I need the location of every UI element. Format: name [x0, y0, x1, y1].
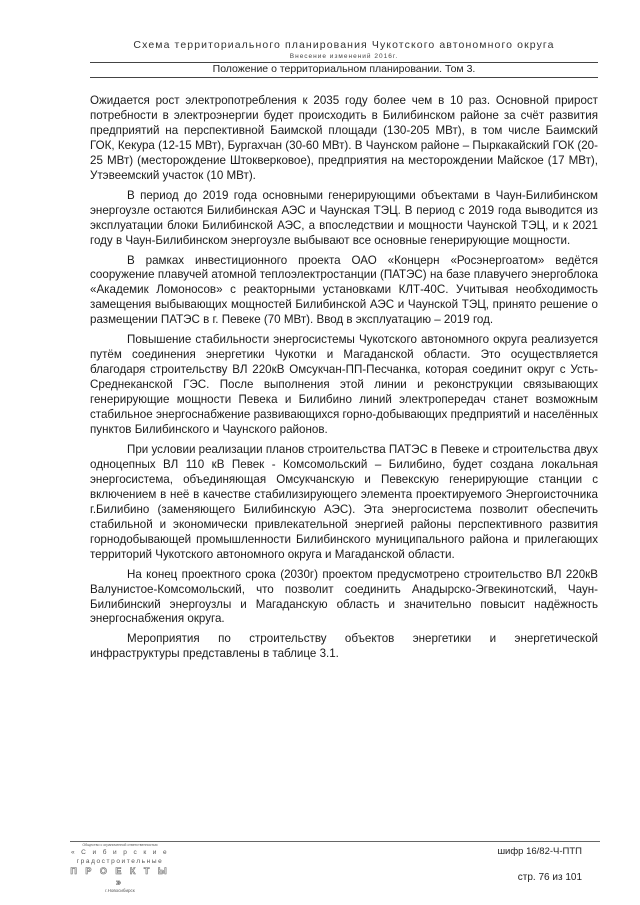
- paragraph: Повышение стабильности энергосистемы Чукотского автономного округа реализуется путём соединения энергетики Чукотки и Магаданской области. Это осуществляется благодаря строительству ВЛ 220кВ Омсукчан-ПП-Песчанка, которая соединит округ с Усть-Среднеканской ГЭС. После выполнения этой линии и реконструкции связывающих генерирующие мощности Певека и Билибино линий электропередач станет возможным стабильное энергоснабжение развивающихся горно-добывающих предприятий и населённых пунктов Билибинского и Чаунского районов.: [90, 333, 598, 437]
- paragraph: При условии реализации планов строительства ПАТЭС в Певеке и строительства двух одноцепных ВЛ 110 кВ Певек - Комсомольский – Билибино, будет создана локальная энергосистема, объединяющая Омсукчанскую и Певекскую генерирующие станции с включением в неё в качестве стабилизирующего элемента проектируемого Энергоисточника г.Билибино (заменяющего Билибинскую АЭС). Эта энергосистема позволит обеспечить стабильной и экономически привлекательной энергией районы перспективного развития горнодобывающей промышленности Билибинского муниципального района и прилегающих территорий Чукотского автономного округа и Магаданской области.: [90, 442, 598, 561]
- document-subtitle: Внесение изменений 2016г.: [289, 53, 399, 60]
- page-number: стр. 76 из 101: [517, 872, 582, 883]
- logo-org-type: Общество с ограниченной ответственностью: [82, 843, 158, 847]
- paragraph: На конец проектного срока (2030г) проектом предусмотрено строительство ВЛ 220кВ Валунистое-Комсомольский, что позволит соединить Анадырско-Эгвекинотский, Чаун-Билибинский энергоузлы и Магаданскую область и значительно повысит надёжность энергоснабжения округа.: [90, 567, 598, 626]
- logo-text-2: градостроительные: [76, 858, 164, 865]
- paragraph: В рамках инвестиционного проекта ОАО «Концерн «Росэнергоатом» ведётся сооружение плавучей атомной теплоэлектростанции (ПАТЭС) на базе плавучего энергоблока «Академик Ломоносов» с реакторными установками КЛТ-40С. Учитывая необходимость замещения выбывающих мощностей Билибинской АЭС и Чаунской ТЭЦ, принято решение о размещении ПАТЭС в г. Певеке (70 МВт). Ввод в эксплуатацию – 2019 год.: [90, 253, 598, 327]
- section-header: [90, 63, 598, 76]
- document-body: [90, 94, 598, 667]
- logo-text-1: « С и б и р с к и е: [70, 849, 170, 856]
- page-header: [90, 39, 598, 61]
- footer-divider: [70, 841, 600, 842]
- paragraph: Ожидается рост электропотребления к 2035 году более чем в 10 раз. Основной прирост потребности в электроэнергии будет происходить в Билибинском районе за счёт развития предприятий на перспективной Баимской площади (130-205 МВт), в том числе Баимский ГОК, Кекура (12-15 МВт), Бургахчан (30-60 МВт). В Чаунском районе – Пыркакайский ГОК (20-25 МВт) (месторождение Штокверковое), предприятия на месторождении Майское (17 МВт), Утэвеемский участок (10 МВт).: [90, 94, 598, 182]
- paragraph: В период до 2019 года основными генерирующими объектами в Чаун-Билибинском энергоузле остаются Билибинская АЭС и Чаунская ТЭЦ. В период с 2019 года выводится из эксплуатации блоки Билибинской АЭС, а впоследствии и мощности Чаунской ТЭЦ, и к 2021 году в Чаун-Билибинском энергоузле выбывают все основные генерирующие мощности.: [90, 188, 598, 247]
- document-cipher: шифр 16/82-Ч-ПТП: [497, 846, 582, 857]
- company-logo: [70, 843, 170, 894]
- logo-text-3: П Р О Е К Т Ы »: [70, 866, 170, 887]
- document-title: Схема территориального планирования Чукотского автономного округа: [133, 39, 555, 51]
- logo-city: г.Новосибирск: [105, 888, 135, 893]
- header-divider-bottom: [90, 77, 598, 78]
- paragraph: Мероприятия по строительству объектов энергетики и энергетической инфраструктуры представлены в таблице 3.1.: [90, 632, 598, 661]
- section-title: Положение о территориальном планировании. Том 3.: [212, 63, 476, 75]
